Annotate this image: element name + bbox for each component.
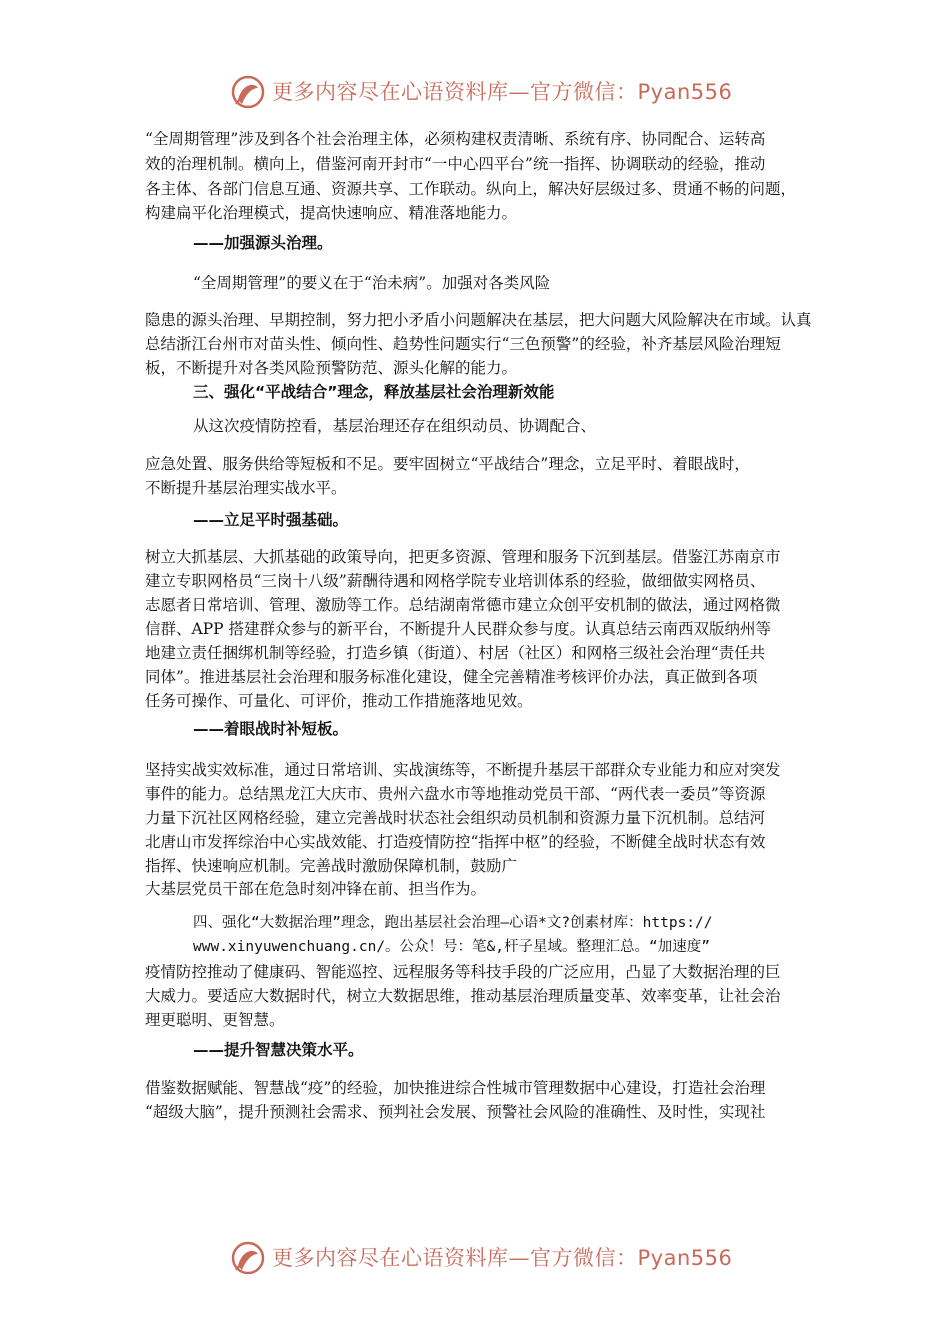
text-line: 建立专职网格员“三岗十八级”薪酬待遇和网格学院专业培训体系的经验，做细做实网格员、 <box>145 572 766 590</box>
text-line: 坚持实战实效标准，通过日常培训、实战演练等，不断提升基层干部群众专业能力和应对突发 <box>145 761 781 779</box>
banner-text: 更多内容尽在心语资料库—官方微信：Pyan556 <box>272 1246 733 1270</box>
chapter-heading: 三、强化“平战结合”理念，释放基层社会治理新效能 <box>193 383 555 401</box>
section-heading: ——提升智慧决策水平。 <box>193 1041 364 1059</box>
text-line: 隐患的源头治理、早期控制，努力把小矛盾小问题解决在基层，把大问题大风险解决在市域。认真 <box>145 311 812 329</box>
logo-icon <box>228 1240 268 1276</box>
logo-icon <box>228 74 268 110</box>
text-line: 理更聪明、更智慧。 <box>145 1011 285 1029</box>
section-heading: ——着眼战时补短板。 <box>193 720 349 738</box>
text-line: “全周期管理”涉及到各个社会治理主体，必须构建权责清晰、系统有序、协同配合、运转高 <box>145 130 766 148</box>
text-line: 应急处置、服务供给等短板和不足。要牢固树立“平战结合”理念，立足平时、着眼战时， <box>145 455 750 473</box>
text-line: 事件的能力。总结黑龙江大庆市、贵州六盘水市等地推动党员干部、“两代表一委员”等资源 <box>145 785 766 803</box>
text-line: 北唐山市发挥综治中心实战效能、打造疫情防控“指挥中枢”的经验，不断健全战时状态有效 <box>145 833 766 851</box>
text-line: 从这次疫情防控看，基层治理还存在组织动员、协调配合、 <box>193 417 597 435</box>
text-line: 总结浙江台州市对苗头性、倾向性、趋势性问题实行“三色预警”的经验，补齐基层风险治理短 <box>145 335 781 353</box>
text-line: 地建立责任捆绑机制等经验，打造乡镇（街道）、村居（社区）和网格三级社会治理“责任共 <box>145 644 766 662</box>
text-line: 大基层党员干部在危急时刻冲锋在前、担当作为。 <box>145 880 487 898</box>
text-line: 信群、APP 搭建群众参与的新平台，不断提升人民群众参与度。认真总结云南西双版纳州等 <box>145 620 771 638</box>
banner-text: 更多内容尽在心语资料库—官方微信：Pyan556 <box>272 80 733 104</box>
chapter-heading-with-watermark: 四、强化“大数据治理”理念，跑出基层社会治理—心语*文?创素材库：https:// <box>193 915 713 931</box>
text-line: 指挥、快速响应机制。完善战时激励保障机制，鼓励广 <box>145 857 518 875</box>
text-line: 志愿者日常培训、管理、激励等工作。总结湖南常德市建立众创平安机制的做法，通过网格微 <box>145 596 781 614</box>
text-line: “全周期管理”的要义在于“治未病”。加强对各类风险 <box>193 274 551 292</box>
section-heading: ——立足平时强基础。 <box>193 511 349 529</box>
watermark-text: www.xinyuwenchuang.cn/。公众！号：笔&,杆子星域。整理汇总。“加速度” <box>193 939 710 955</box>
text-line: 效的治理机制。横向上，借鉴河南开封市“一中心四平台”统一指挥、协调联动的经验，推动 <box>145 155 766 173</box>
text-line: 同体”。推进基层社会治理和服务标准化建设，健全完善精准考核评价办法，真正做到各项 <box>145 668 758 686</box>
text-line: 构建扁平化治理模式，提高快速响应、精准落地能力。 <box>145 204 518 222</box>
section-heading: ——加强源头治理。 <box>193 234 333 252</box>
text-line: 大威力。要适应大数据时代，树立大数据思维，推动基层治理质量变革、效率变革，让社会治 <box>145 987 781 1005</box>
text-line: “超级大脑”，提升预测社会需求、预判社会发展、预警社会风险的准确性、及时性，实现社 <box>145 1103 766 1121</box>
text-line: 不断提升基层治理实战水平。 <box>145 479 347 497</box>
text-line: 疫情防控推动了健康码、智能巡控、远程服务等科技手段的广泛应用，凸显了大数据治理的巨 <box>145 963 781 981</box>
text-line: 各主体、各部门信息互通、资源共享、工作联动。纵向上，解决好层级过多、贯通不畅的问题， <box>145 180 797 198</box>
text-line: 任务可操作、可量化、可评价，推动工作措施落地见效。 <box>145 692 533 710</box>
bottom-banner <box>0 1238 950 1278</box>
text-line: 板，不断提升对各类风险预警防范、源头化解的能力。 <box>145 359 518 377</box>
text-line: 借鉴数据赋能、智慧战“疫”的经验，加快推进综合性城市管理数据中心建设，打造社会治理 <box>145 1079 766 1097</box>
text-line: 力量下沉社区网格经验，建立完善战时状态社会组织动员机制和资源力量下沉机制。总结河 <box>145 809 766 827</box>
top-banner <box>0 72 950 112</box>
text-line: 树立大抓基层、大抓基础的政策导向，把更多资源、管理和服务下沉到基层。借鉴江苏南京市 <box>145 548 781 566</box>
